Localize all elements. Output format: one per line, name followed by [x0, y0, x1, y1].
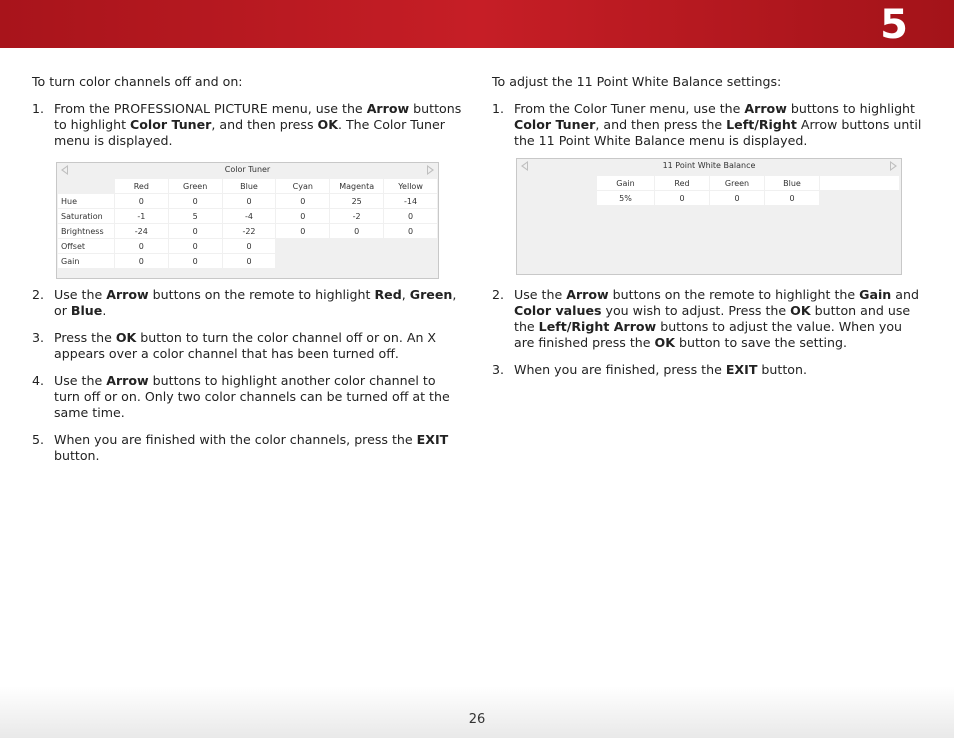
value-cell[interactable]: -24 — [115, 224, 168, 238]
step-text: buttons on the remote to highlight — [148, 287, 375, 302]
left-step-5 — [32, 432, 462, 464]
empty-cell — [820, 191, 899, 205]
value-cell[interactable]: 0 — [169, 194, 222, 208]
value-cell[interactable]: 0 — [223, 239, 276, 253]
column-header: Magenta — [330, 179, 383, 193]
step-text: button. — [54, 448, 100, 463]
row-label: Gain — [58, 254, 114, 268]
step-text: buttons to highlight — [54, 101, 462, 132]
step-bold: OK — [317, 117, 338, 132]
step-text: Use the — [54, 373, 107, 388]
page-number: 26 — [468, 712, 486, 727]
step-bold: EXIT — [416, 432, 449, 447]
value-cell[interactable]: 0 — [655, 191, 709, 205]
step-text: buttons to highlight — [786, 101, 915, 116]
right-step-2 — [492, 287, 922, 351]
step-bold: Gain — [859, 287, 892, 302]
step-text: , and then press — [211, 117, 318, 132]
value-cell[interactable]: 0 — [765, 191, 819, 205]
value-cell[interactable]: -22 — [223, 224, 276, 238]
step-text: button and use the — [514, 303, 911, 334]
table-row — [58, 209, 437, 223]
column-header: Red — [115, 179, 168, 193]
step-text: From the Color Tuner menu, use the — [514, 101, 745, 116]
table-row — [58, 194, 437, 208]
left-step-4 — [32, 373, 462, 421]
step-number: 2. — [32, 287, 45, 302]
value-cell[interactable]: 0 — [115, 239, 168, 253]
value-cell[interactable]: -4 — [223, 209, 276, 223]
right-step-1 — [492, 101, 922, 149]
step-bold: Green — [409, 287, 453, 302]
left-steps-continued — [32, 287, 462, 464]
left-step-3 — [32, 330, 462, 362]
empty-cell — [276, 254, 437, 268]
step-bold: OK — [790, 303, 811, 318]
value-cell[interactable]: 0 — [384, 224, 437, 238]
left-steps — [32, 101, 462, 149]
step-bold: Arrow — [366, 101, 410, 116]
column-header: Blue — [223, 179, 276, 193]
right-column-continued — [492, 287, 922, 389]
step-text: Use the — [54, 287, 107, 302]
color-tuner-grid — [57, 178, 438, 269]
step-bold: Arrow — [744, 101, 787, 116]
step-text: button to save the setting. — [674, 335, 847, 350]
value-cell[interactable]: 0 — [223, 194, 276, 208]
row-label: Offset — [58, 239, 114, 253]
color-tuner-menu — [56, 162, 439, 279]
white-balance-menu — [516, 158, 902, 275]
column-header: Red — [655, 176, 709, 190]
step-text: From the PROFESSIONAL PICTURE menu, use the — [54, 101, 367, 116]
left-step-2 — [32, 287, 462, 319]
right-arrow-icon — [890, 161, 897, 171]
column-header: Yellow — [384, 179, 437, 193]
value-cell[interactable]: 0 — [169, 224, 222, 238]
white-balance-grid — [596, 175, 900, 206]
step-bold: Color values — [514, 303, 602, 318]
value-cell[interactable]: 0 — [115, 254, 168, 268]
step-bold: OK — [115, 330, 137, 345]
step-bold: Color Tuner — [514, 117, 596, 132]
right-column — [492, 74, 922, 160]
value-cell[interactable]: 5 — [169, 209, 222, 223]
step-number: 3. — [492, 362, 505, 377]
step-bold: OK — [654, 335, 675, 350]
spacer-cell — [820, 176, 899, 190]
step-bold: Arrow — [106, 373, 149, 388]
value-cell[interactable]: 0 — [330, 224, 383, 238]
column-header: Green — [169, 179, 222, 193]
step-number: 2. — [492, 287, 505, 302]
table-row — [58, 224, 437, 238]
step-bold: Arrow — [566, 287, 609, 302]
step-text: Use the — [514, 287, 567, 302]
value-cell[interactable]: 0 — [169, 239, 222, 253]
header-row — [597, 176, 899, 190]
row-label: Hue — [58, 194, 114, 208]
right-step-3 — [492, 362, 922, 378]
step-text: buttons to highlight another color channel to turn off or on. Only two color channels can be turned off at the same time. — [54, 373, 450, 420]
step-number: 1. — [492, 101, 505, 116]
white-balance-title: 11 Point White Balance — [662, 161, 756, 170]
step-text: , and then press the — [595, 117, 727, 132]
right-arrow-icon — [427, 165, 434, 175]
right-steps-continued — [492, 287, 922, 378]
value-cell[interactable]: 0 — [115, 194, 168, 208]
header-row — [58, 179, 437, 193]
column-header: Cyan — [276, 179, 329, 193]
row-label: Saturation — [58, 209, 114, 223]
step-number: 1. — [32, 101, 45, 116]
step-number: 3. — [32, 330, 45, 345]
step-text: , or — [54, 287, 457, 318]
step-text: button to turn the color channel off or on. An X appears over a color channel that has been turned off. — [54, 330, 437, 361]
column-header: Gain — [597, 176, 654, 190]
step-bold: Red — [374, 287, 402, 302]
header-bar — [0, 0, 954, 48]
right-steps — [492, 101, 922, 149]
step-bold: Arrow — [106, 287, 149, 302]
column-header: Green — [710, 176, 764, 190]
step-text: When you are finished, press the — [514, 362, 726, 377]
step-text: button. — [757, 362, 807, 377]
color-tuner-title: Color Tuner — [224, 165, 271, 174]
left-column — [32, 74, 462, 160]
column-header: Blue — [765, 176, 819, 190]
step-text: buttons on the remote to highlight the — [608, 287, 860, 302]
value-cell[interactable]: 25 — [330, 194, 383, 208]
step-text: Press the — [54, 330, 116, 345]
empty-cell — [276, 239, 437, 253]
value-cell[interactable]: 0 — [384, 209, 437, 223]
right-intro: To adjust the 11 Point White Balance settings: — [492, 74, 782, 89]
value-cell[interactable]: 0 — [710, 191, 764, 205]
row-label: Brightness — [58, 224, 114, 238]
step-number: 5. — [32, 432, 45, 447]
value-cell[interactable]: 0 — [223, 254, 276, 268]
gain-value[interactable]: 5% — [597, 191, 654, 205]
step-bold: Left/Right Arrow — [538, 319, 657, 334]
step-text: you wish to adjust. Press the — [601, 303, 791, 318]
step-text: and — [891, 287, 919, 302]
step-text: . The Color Tuner menu is displayed. — [54, 117, 445, 148]
step-text: , — [401, 287, 410, 302]
step-number: 4. — [32, 373, 45, 388]
left-step-1 — [32, 101, 462, 149]
value-cell[interactable]: -2 — [330, 209, 383, 223]
value-cell[interactable]: -14 — [384, 194, 437, 208]
value-cell[interactable]: 0 — [276, 224, 329, 238]
left-intro: To turn color channels off and on: — [32, 74, 243, 89]
step-bold: Blue — [70, 303, 103, 318]
table-row — [597, 191, 899, 205]
table-row — [58, 239, 437, 253]
value-cell[interactable]: 0 — [276, 209, 329, 223]
corner-cell — [58, 179, 114, 193]
table-row — [58, 254, 437, 268]
value-cell[interactable]: 0 — [276, 194, 329, 208]
step-text: When you are finished with the color channels, press the — [54, 432, 417, 447]
step-bold: Left/Right — [726, 117, 797, 132]
value-cell[interactable]: -1 — [115, 209, 168, 223]
chapter-number: 5 — [880, 2, 908, 48]
step-bold: Color Tuner — [130, 117, 212, 132]
step-bold: EXIT — [725, 362, 758, 377]
step-text: Arrow buttons until the 11 Point White Balance menu is displayed. — [514, 117, 922, 148]
step-text: buttons to adjust the value. When you are finished press the — [514, 319, 903, 350]
step-text: . — [102, 303, 107, 318]
value-cell[interactable]: 0 — [169, 254, 222, 268]
left-column-continued — [32, 287, 462, 475]
